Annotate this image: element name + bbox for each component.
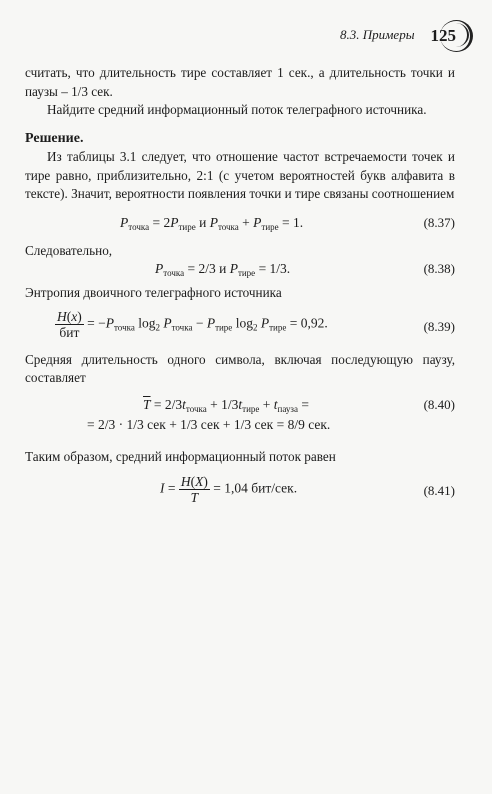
equation-8-39 [25,303,455,349]
equation-8-39-formula: $\frac{H(x)}{\text{бит}}$ = $-P_{точка}$ $\log_2 P_{точка} - P_{тире}$ $\log_2 P_{тире} = 0,92$. [57,308,328,340]
equation-8-40-line2: = 2/3 · 1/3 сек + 1/3 сек + 1/3 сек = 8/9 сек. [87,416,331,432]
page-number-text: 125 [430,25,456,45]
equation-8-38-number: (8.38) [423,261,455,276]
paragraph-2: Найдите средний информационный поток телеграфного источника. [47,102,427,117]
equation-8-41-number: (8.41) [423,483,455,498]
page-body [25,64,455,512]
equation-8-39-number: (8.39) [423,318,455,334]
equation-8-38-formula: $P_{точка} = 2/3$ и $P_{тире} = 1/3$. [155,261,291,278]
paragraph-5: Энтропия двоичного телеграфного источника [25,285,282,300]
page-number [425,24,465,47]
equation-8-40 [25,388,455,434]
paragraph-4: Следовательно, [25,242,113,258]
page-number-ornament-inner [443,23,469,47]
equation-8-40-formula: $\overline{T} = 2/3t_{точка} + 1/3t_{тире} + t_{пауза}$ = [143,396,309,414]
equation-8-37 [25,204,455,240]
equation-8-40-number: (8.40) [423,396,455,412]
paragraph-6: Средняя длительность одного символа, включая последующую паузу, составляет [25,351,455,385]
equation-8-41 [25,466,455,512]
paragraph-3: Из таблицы 3.1 следует, что отношение частот встречаемости точек и тире равно, приблизительно, 2:1 (с учетом вероятностей букв алфавита в тексте). Значит, вероятности появления точки и тире связаны соотношением [25,149,455,201]
paragraph-1: считать, что длительность тире составляет 1 сек., а длительность точки и паузы – 1/3 сек. [25,65,455,99]
solution-heading: Решение. [25,130,84,146]
equation-8-37-formula: $P_{точка} = 2P_{тире}$ и $P_{точка} + P_{тире} = 1$. [120,214,304,232]
equation-8-37-number: (8.37) [423,214,455,230]
page-header [340,20,464,50]
section-title: 8.3. Примеры [339,27,415,42]
equation-8-41-formula: I = $\frac{H(X)}{T}$ = 1,04 бит/сек. [160,474,298,505]
equation-8-38 [25,260,455,282]
paragraph-7: Таким образом, средний информационный поток равен [25,448,336,464]
